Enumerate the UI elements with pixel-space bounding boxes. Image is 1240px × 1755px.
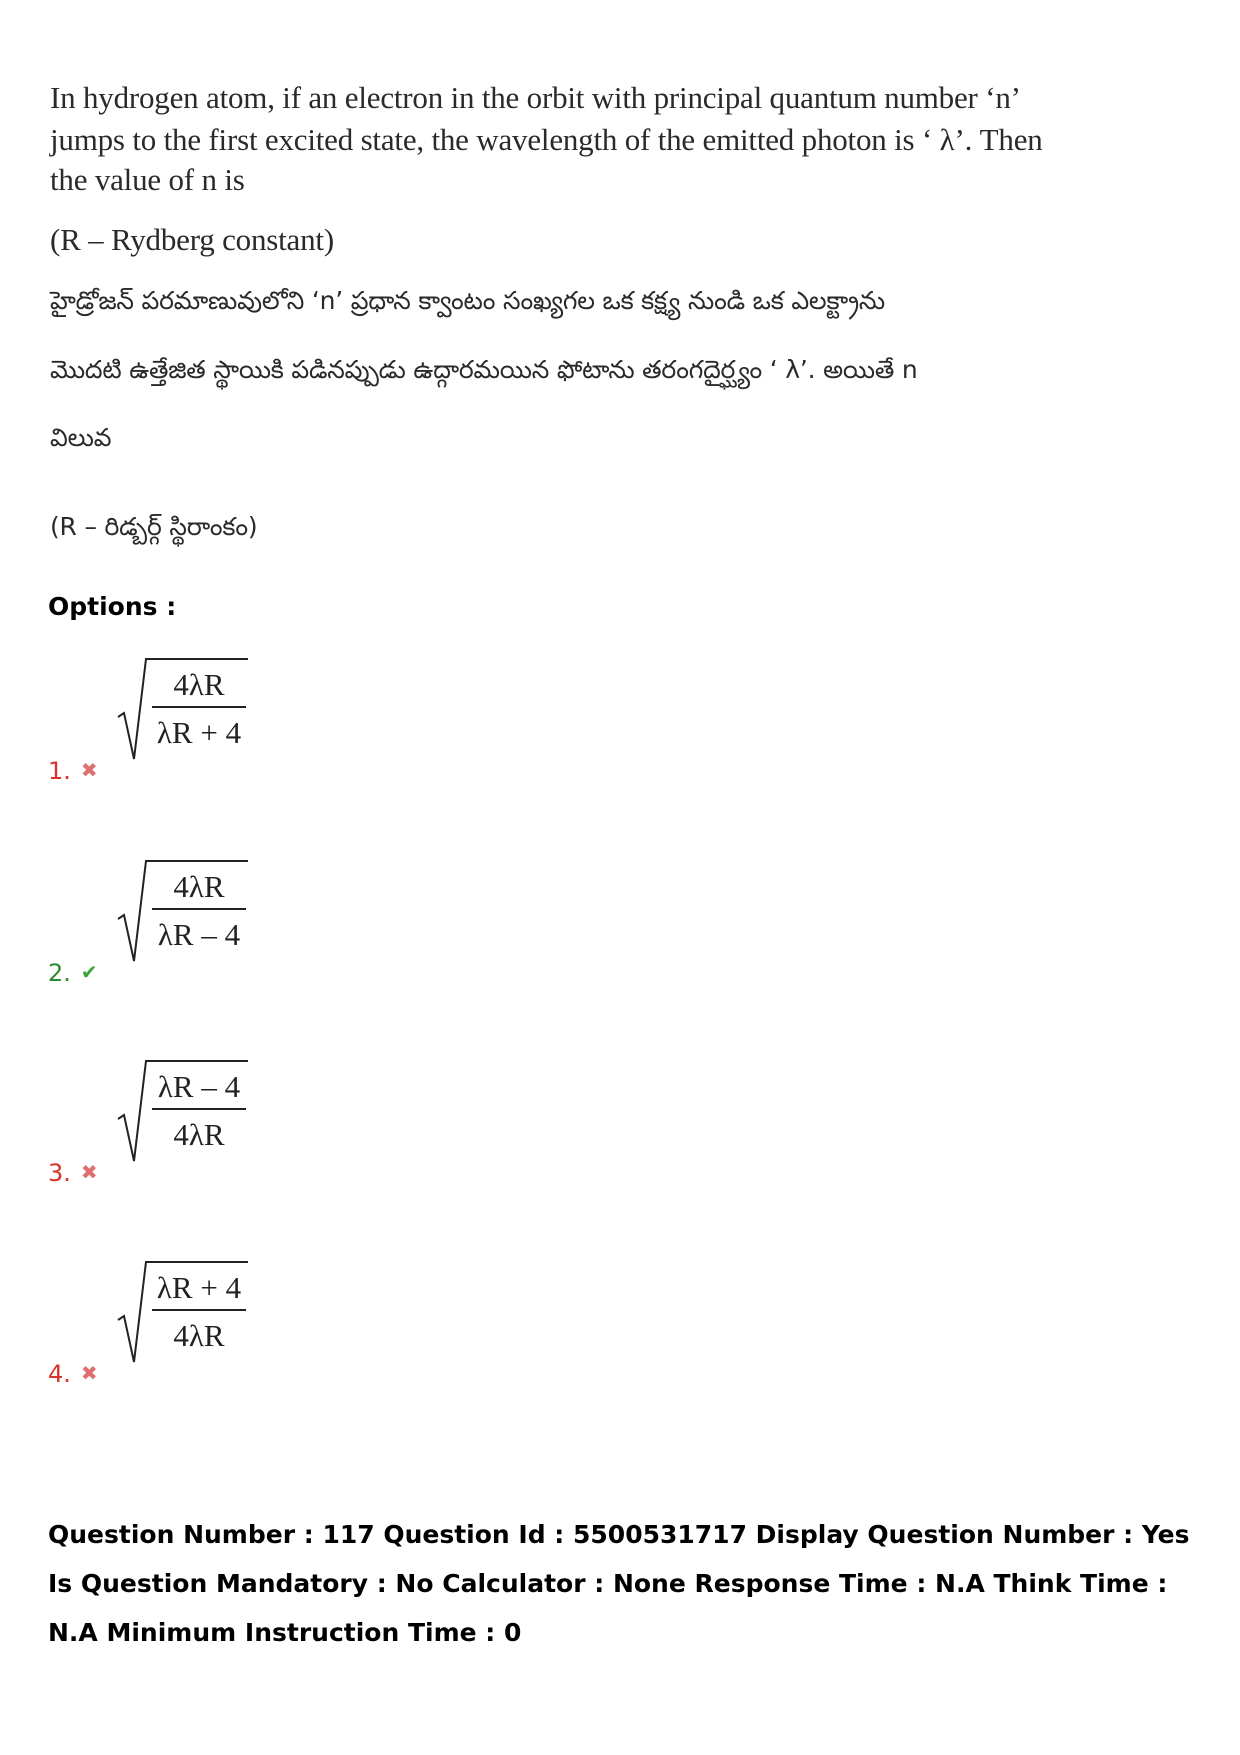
option-4[interactable] — [48, 1258, 448, 1408]
numerator: λR – 4 — [157, 1069, 241, 1104]
question-telugu-line-3: విలువ — [50, 423, 112, 452]
numerator: 4λR — [173, 667, 225, 702]
numerator: λR + 4 — [156, 1270, 242, 1305]
question-telugu-line-2: మొదటి ఉత్తేజిత స్థాయికి పడినప్పుడు ఉద్గారమయిన ఫోటాను తరంగదైర్ఘ్యం ‘ λ’. అయితే n — [50, 355, 918, 384]
option-3[interactable] — [48, 1057, 448, 1207]
option-1[interactable] — [48, 655, 448, 805]
option-formula — [116, 857, 266, 967]
option-number-label: 1. — [48, 757, 71, 785]
option-2[interactable] — [48, 857, 448, 1007]
option-number — [48, 1159, 98, 1187]
wrong-cross-icon: ✖ — [80, 1361, 98, 1385]
option-formula — [116, 655, 266, 765]
wrong-cross-icon: ✖ — [80, 1160, 98, 1184]
square-root-fraction — [116, 1057, 266, 1167]
wrong-cross-icon: ✖ — [80, 758, 98, 782]
question-text-line-1: In hydrogen atom, if an electron in the orbit with principal quantum number ‘n’ — [50, 80, 1021, 115]
option-number — [48, 1360, 98, 1388]
options-label: Options : — [48, 592, 177, 621]
question-note-telugu: (R – రిడ్బర్గ్ స్థిరాంకం) — [50, 512, 258, 541]
square-root-fraction — [116, 655, 266, 765]
option-number — [48, 757, 98, 785]
numerator: 4λR — [173, 869, 225, 904]
question-telugu-line-1: హైడ్రోజన్ పరమాణువులోని ‘n’ ప్రధాన క్వాంటం సంఖ్యగల ఒక కక్ష్య నుండి ఒక ఎలక్ట్రాను — [50, 286, 885, 315]
denominator: 4λR — [173, 1117, 225, 1152]
option-number-label: 4. — [48, 1360, 71, 1388]
correct-check-icon: ✔ — [80, 960, 98, 984]
question-note-english: (R – Rydberg constant) — [50, 222, 334, 257]
question-metadata: Question Number : 117 Question Id : 5500531717 Display Question Number : Yes Is Question Mandatory : No Calculator : None Response Time : N.A Think Time : N.A Minimum Instruction Time : 0 — [48, 1520, 1190, 1647]
question-text-line-3: the value of n is — [50, 162, 245, 197]
square-root-fraction — [116, 857, 266, 967]
option-number — [48, 959, 98, 987]
option-formula — [116, 1258, 266, 1368]
question-text-line-2: jumps to the first excited state, the wavelength of the emitted photon is ‘ λ’. Then — [50, 122, 1043, 157]
denominator: 4λR — [173, 1318, 225, 1353]
option-number-label: 2. — [48, 959, 71, 987]
denominator: λR + 4 — [156, 715, 242, 750]
denominator: λR – 4 — [157, 917, 241, 952]
square-root-fraction — [116, 1258, 266, 1368]
option-number-label: 3. — [48, 1159, 71, 1187]
option-formula — [116, 1057, 266, 1167]
